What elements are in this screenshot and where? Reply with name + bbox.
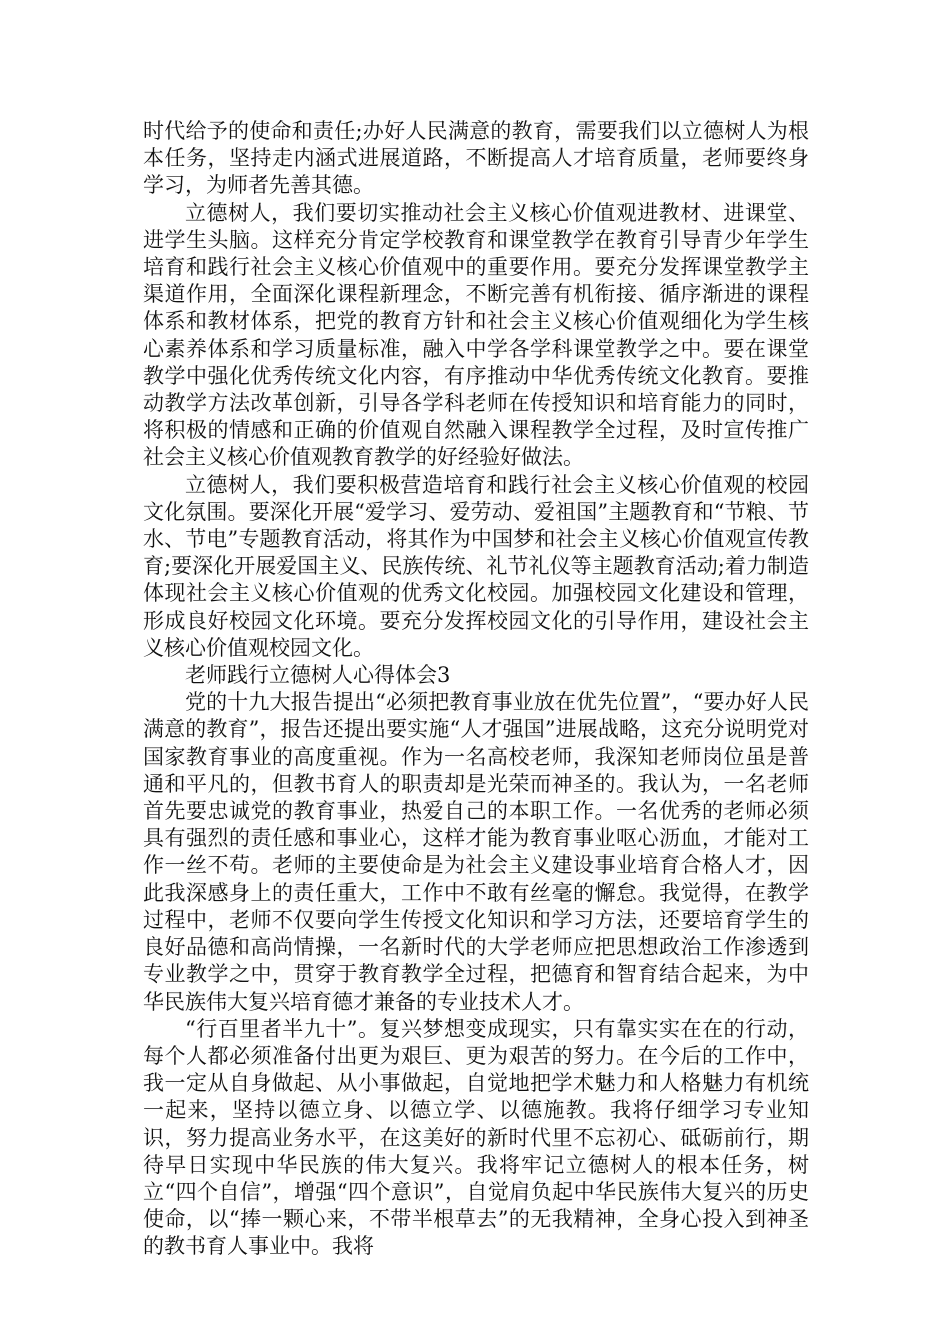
paragraph-curriculum: 立德树人，我们要切实推动社会主义核心价值观进教材、进课堂、进学生头脑。这样充分肯定学校教育和课堂教学在教育引导青少年学生培育和践行社会主义核心价值观中的重要作用。要充分发挥课堂教学主渠道作用，全面深化课程新理念，不断完善有机衔接、循序渐进的课程体系和教材体系，把党的教育方针和社会主义核心价值观细化为学生核心素养体系和学习质量标准，融入中学各学科课堂教学之中。要在课堂教学中强化优秀传统文化内容，有序推动中华优秀传统文化教育。要推动教学方法改革创新，引导各学科老师在传授知识和培育能力的同时，将积极的情感和正确的价值观自然融入课程教学全过程，及时宣传推广社会主义核心价值观教育教学的好经验好做法。 [143,200,809,470]
document-page [143,118,809,1261]
paragraph-campus-culture: 立德树人，我们要积极营造培育和践行社会主义核心价值观的校园文化氛围。要深化开展“爱学习、爱劳动、爱祖国”主题教育和“节粮、节水、节电”专题教育活动，将其作为中国梦和社会主义核心价值观宣传教育;要深化开展爱国主义、民族传统、礼节礼仪等主题教育活动;着力制造体现社会主义核心价值观的优秀文化校园。加强校园文化建设和管理，形成良好校园文化环境。要充分发挥校园文化的引导作用，建设社会主义核心价值观校园文化。 [143,472,809,660]
paragraph-resolution: “行百里者半九十”。复兴梦想变成现实，只有靠实实在在的行动，每个人都必须准备付出更为艰巨、更为艰苦的努力。在今后的工作中，我一定从自身做起、从小事做起，自觉地把学术魅力和人格魅力有机统一起来，坚持以德立身、以德立学、以德施教。我将仔细学习专业知识，努力提高业务水平，在这美好的新时代里不忘初心、砥砺前行，期待早日实现中华民族的伟大复兴。我将牢记立德树人的根本任务，树立“四个自信”，增强“四个意识”，自觉肩负起中华民族伟大复兴的历史使命，以“捧一颗心来，不带半根草去”的无我精神，全身心投入到神圣的教书育人事业中。我将 [143,1016,809,1259]
paragraph-continuation: 时代给予的使命和责任;办好人民满意的教育，需要我们以立德树人为根本任务，坚持走内涵式进展道路，不断提高人才培育质量，老师要终身学习，为师者先善其德。 [143,119,809,198]
section-heading: 老师践行立德树人心得体会3 [185,663,451,688]
paragraph-report: 党的十九大报告提出“必须把教育事业放在优先位置”，“要办好人民满意的教育”，报告还提出要实施“人才强国”进展战略，这充分说明党对国家教育事业的高度重视。作为一名高校老师，我深知老师岗位虽是普通和平凡的，但教书育人的职责却是光荣而神圣的。我认为，一名老师首先要忠诚党的教育事业，热爱自己的本职工作。一名优秀的老师必须具有强烈的责任感和事业心，这样才能为教育事业呕心沥血，才能对工作一丝不苟。老师的主要使命是为社会主义建设事业培育合格人才，因此我深感身上的责任重大，工作中不敢有丝毫的懈怠。我觉得，在教学过程中，老师不仅要向学生传授文化知识和学习方法，还要培育学生的良好品德和高尚情操，一名新时代的大学老师应把思想政治工作渗透到专业教学之中，贯穿于教育教学全过程，把德育和智育结合起来，为中华民族伟大复兴培育德才兼备的专业技术人才。 [143,690,809,1014]
